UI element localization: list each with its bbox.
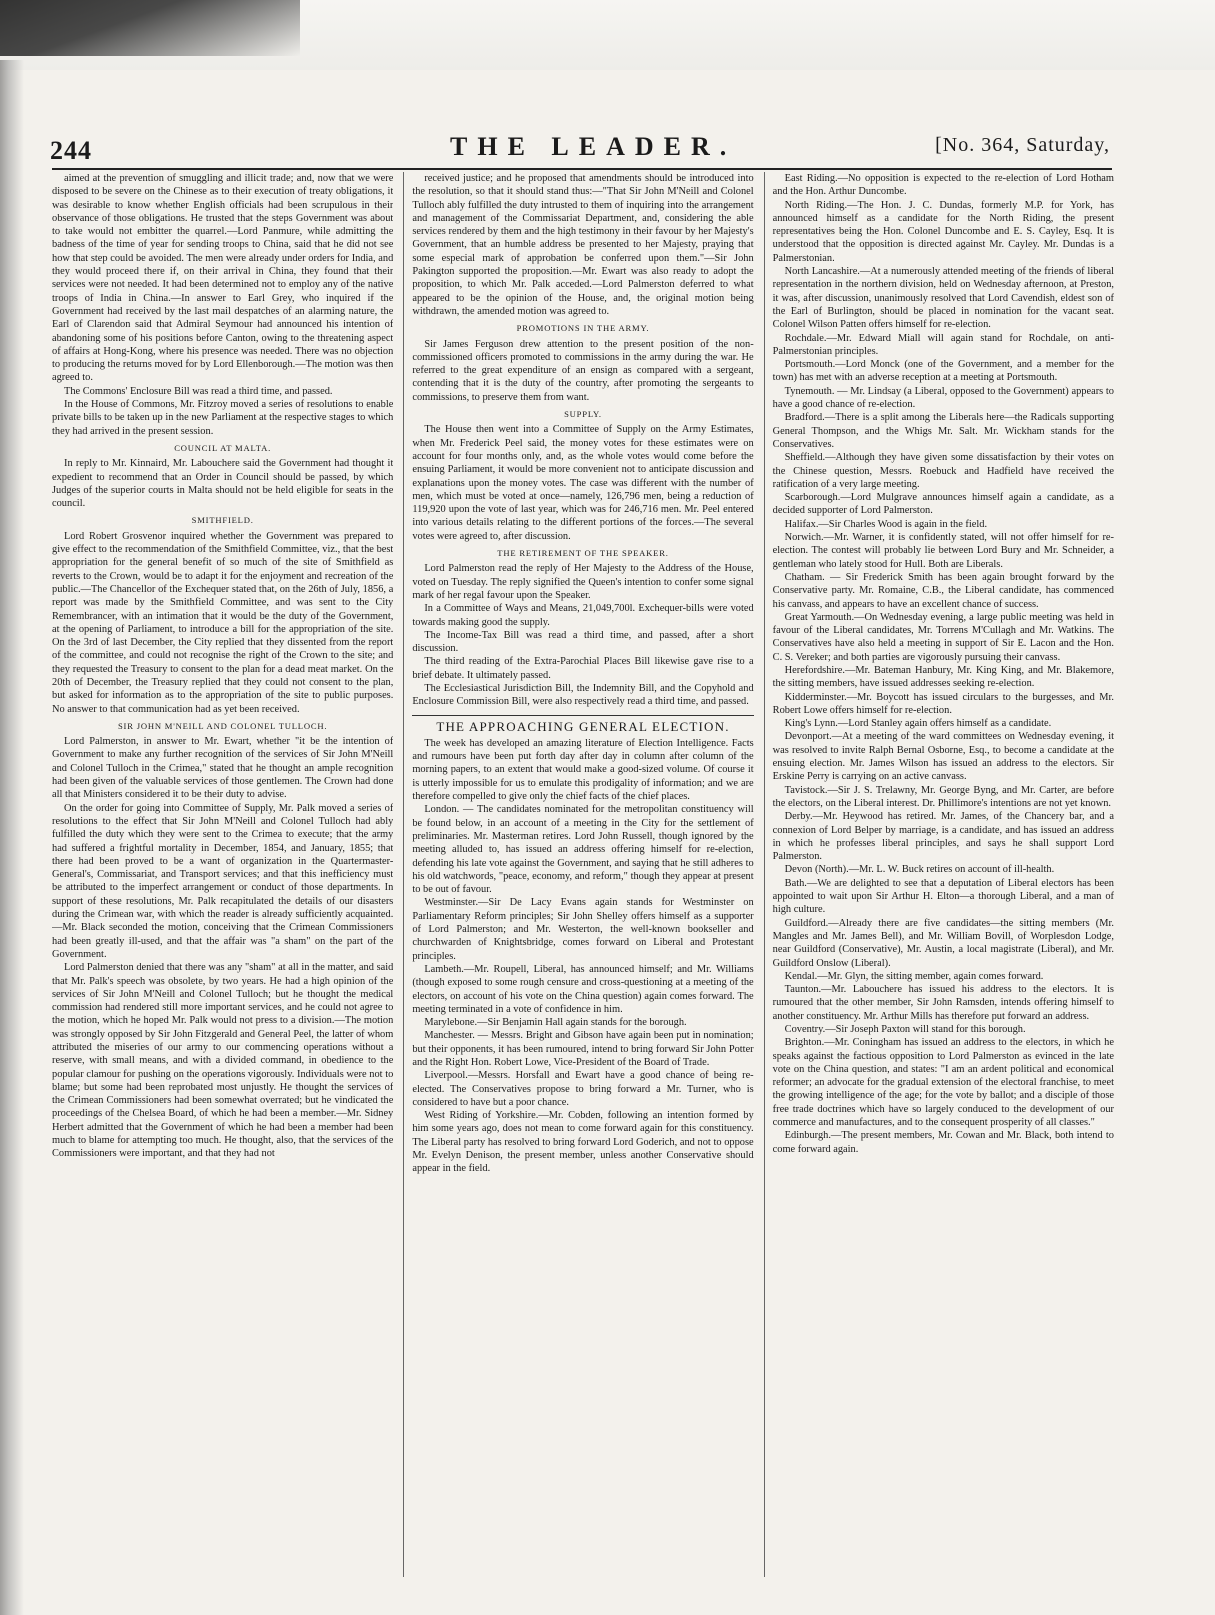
paragraph: The Ecclesiastical Jurisdiction Bill, the Indemnity Bill, and the Copyhold and Enclosure Commission Bill, were also respectively read a third time, and passed. xyxy=(412,682,754,708)
paragraph: Coventry.—Sir Joseph Paxton will stand for this borough. xyxy=(784,1024,1026,1035)
paragraph: Sheffield.—Although they have given some dissatisfaction by their votes on the Chinese question, Messrs. Roebuck and Hadfield have received the ratification of a very large meeting. xyxy=(772,452,1114,490)
article-headline: THE APPROACHING GENERAL ELECTION. xyxy=(412,715,753,733)
paragraph: Lambeth.—Mr. Roupell, Liberal, has announced himself; and Mr. Williams (though exposed to some rough censure and cross-questioning at a meeting of the electors, on account of his vote on the China question) again comes forward. The meeting terminated in a vote of confidence in him. xyxy=(412,963,754,1015)
paragraph: In a Committee of Ways and Means, 21,049,700l. Exchequer-bills were voted towards making good the supply. xyxy=(412,603,754,628)
paragraph: Kidderminster.—Mr. Boycott has issued circulars to the burgesses, and Mr. Robert Lowe offers himself for re-election. xyxy=(772,691,1114,716)
paragraph: Guildford.—Already there are five candidates—the sitting members (Mr. Mangles and Mr. James Bell), and Mr. William Bovill, of Worplesdon Lodge, near Guildford (Conservative), Mr. Austin, a local magistrate (Liberal), and Mr. Guildford Onslow (Liberal). xyxy=(772,917,1114,969)
paragraph: King's Lynn.—Lord Stanley again offers himself as a candidate. xyxy=(784,718,1052,730)
masthead-rule xyxy=(52,168,1112,170)
paragraph: Halifax.—Sir Charles Wood is again in the field. xyxy=(784,518,988,530)
paragraph: Norwich.—Mr. Warner, it is confidently stated, will not offer himself for re-election. The contest will probably lie between Lord Bury and Mr. Schneider, a gentleman who lately stood for Hull. Both are Liberals. xyxy=(772,532,1114,570)
paragraph: Scarborough.—Lord Mulgrave announces himself again a candidate, as a decided supporter of Lord Palmerston. xyxy=(772,492,1114,517)
paragraph: Westminster.—Sir De Lacy Evans again stands for Westminster on Parliamentary Reform principles; Sir John Shelley offers himself as a supporter of Lord Palmerston; and Mr. Westerton, the well-known bookseller and churchwarden of Knightsbridge, comes forward on Liberal and Protestant principles. xyxy=(412,897,754,962)
paragraph: Marylebone.—Sir Benjamin Hall again stands for the borough. xyxy=(424,1017,687,1029)
paragraph: received justice; and he proposed that amendments should be introduced into the resolution, so that it should stand thus:—"That Sir John M'Neill and Colonel Tulloch ably fulfilled the duty intrusted to them of inquiring into the arrangement and management of the Commissariat Department, and, considering the able services rendered by them and the high testimony in their favour by her Majesty's Government, that an humble address be presented to her Majesty, praying that some especial mark of approbation be conferred upon them."—Sir John Pakington supported the proposition.—Mr. Ewart was also ready to adopt the proposition, to which Mr. Palk acceded.—Lord Palmerston deferred to what appeared to be the opinion of the House, and, the original motion being withdrawn, the amended motion was agreed to. xyxy=(412,173,754,317)
column-1 xyxy=(52,172,393,1577)
section-heading: SUPPLY. xyxy=(564,409,602,420)
paragraph: Bradford.—There is a split among the Liberals here—the Radicals supporting General Thompson, and the Whigs Mr. Salt. Mr. Wickham stands for the Conservatives. xyxy=(772,412,1114,450)
scan-shadow xyxy=(0,60,24,1615)
paragraph: The third reading of the Extra-Parochial Places Bill likewise gave rise to a brief debate. It ultimately passed. xyxy=(412,656,754,681)
paragraph: Great Yarmouth.—On Wednesday evening, a large public meeting was held in favour of the Liberal candidates, Mr. Torrens M'Cullagh and Mr. Watkins. The Conservatives have also held a meeting in support of Sir E. Lacon and the Hon. C. S. Vereker; and both parties are vigorously pursuing their canvass. xyxy=(772,611,1114,663)
paragraph: Manchester. — Messrs. Bright and Gibson have again been put in nomination; but their opponents, it has been rumoured, intend to bring forward Sir John Potter and the Right Hon. Robert Lowe, Vice-President of the Board of Trade. xyxy=(412,1030,754,1068)
paragraph: In the House of Commons, Mr. Fitzroy moved a series of resolutions to enable private bills to be taken up in the new Parliament at the respective stages to which they had arrived in the present session. xyxy=(52,399,394,437)
issue-info: [No. 364, Saturday, xyxy=(935,134,1110,156)
paragraph: Liverpool.—Messrs. Horsfall and Ewart have a good chance of being re-elected. The Conservatives propose to bring forward a Mr. Turner, who is considered to have but a poor chance. xyxy=(412,1070,754,1108)
paragraph: Lord Palmerston, in answer to Mr. Ewart, whether "it be the intention of Government to make any further recognition of the services of Sir John M'Neill and Colonel Tulloch in the Crimea," stated that he thought an ample recognition had been given of the valuable services of those gentlemen. The Crown had done all that Ministers considered it to be their duty to advise. xyxy=(52,736,394,801)
paragraph: North Riding.—The Hon. J. C. Dundas, formerly M.P. for York, has announced himself as a candidate for the North Riding, the present representatives being the Hon. Colonel Duncombe and E. S. Cayley, Esq. It is understood that the opposition is directed against Mr. Cayley. Mr. Dundas is a Palmerstonian. xyxy=(772,199,1114,264)
paragraph: Sir James Ferguson drew attention to the present position of the non-commissioned officers promoted to commissions in the army during the war. He referred to the great expenditure of an ensign as compared with a sergeant, contending that it is the duty of the country, after promoting the sergeants to commissions, to preserve them from want. xyxy=(412,338,754,403)
paragraph: In reply to Mr. Kinnaird, Mr. Labouchere said the Government had thought it expedient to recommend that an Order in Council should be passed, by which Judges of the superior courts in Malta should not be held eligible for seats in the council. xyxy=(52,458,394,510)
paragraph: East Riding.—No opposition is expected to the re-election of Lord Hotham and the Hon. Arthur Duncombe. xyxy=(772,173,1114,198)
newspaper-title: THE LEADER. xyxy=(450,132,737,161)
paragraph: Brighton.—Mr. Coningham has issued an address to the electors, in which he speaks against the factious opposition to Lord Palmerston as evinced in the late vote on the China question, and states: "I am an ardent political and economical reformer; an advocate for the gradual extension of the electoral franchise, to meet the growing intelligence of the age; for the vote by ballot; and a disciple of those free trade doctrines which have so largely conduced to the development of our commerce and manufactures, and to the consequent prosperity of all classes." xyxy=(772,1037,1114,1129)
paragraph: The week has developed an amazing literature of Election Intelligence. Facts and rumours have been put forth day after day in column after column of the morning papers, to an extent that would make a good-sized volume. Of course it is utterly impossible for us to emulate this prodigality of information; and we are therefore compelled to give only the chief facts of the chief places. xyxy=(412,737,754,803)
paragraph: Tynemouth. — Mr. Lindsay (a Liberal, opposed to the Government) appears to have a good chance of re-election. xyxy=(772,385,1114,411)
paragraph: The Commons' Enclosure Bill was read a third time, and passed. xyxy=(64,385,333,397)
paragraph: Bath.—We are delighted to see that a deputation of Liberal electors has been appointed to wait upon Sir Arthur H. Elton—a thorough Liberal, and a man of high culture. xyxy=(772,877,1114,916)
paragraph: Lord Palmerston read the reply of Her Majesty to the Address of the House, voted on Tuesday. The reply signified the Queen's intention to confer some signal mark of her regal favour upon the Speaker. xyxy=(412,563,754,601)
paragraph: The Income-Tax Bill was read a third time, and passed, after a short discussion. xyxy=(412,629,754,655)
paragraph: Derby.—Mr. Heywood has retired. Mr. James, of the Chancery bar, and a connexion of Lord Belper by marriage, is a candidate, and has issued an address in which he professes liberal principles, and says he shall support Lord Palmerston. xyxy=(772,811,1114,863)
paragraph: Lord Palmerston denied that there was any "sham" at all in the matter, and said that Mr. Palk's speech was obsolete, by two years. He had a high opinion of the services of Sir John M'Neill and Colonel Tulloch; but he thought the medical commission had rendered still more important services, and he could not agree to the motion, which he hoped Mr. Palk would not press to a division.—The motion was strongly opposed by Sir John Fitzgerald and General Peel, the latter of whom attributed the miseries of our army to our commencing operations without a reserve, with small means, and with a divided command, in obedience to the popular clamour for pushing on the operations vigorously. Individuals were not to blame; but some had been reprobated most unjustly. He thought the services of the Crimean Commissioners had been somewhat overrated; but he vindicated the proceedings of the Chelsea Board, of which he had been a member.—Mr. Sidney Herbert admitted that the Government of which he had been a member had been much to blame for attempting too much. He thought, also, that the services of the Commissioners were important, and that they had not xyxy=(52,962,394,1160)
paragraph: Devonport.—At a meeting of the ward committees on Wednesday evening, it was resolved to invite Ralph Bernal Osborne, Esq., to become a candidate at the ensuing election. Mr. James Wilson has issued an address to the electors. Sir Erskine Perry is carrying on an active canvass. xyxy=(772,731,1114,783)
paragraph: Portsmouth.—Lord Monck (one of the Government, and a member for the town) has met with an adverse reception at a meeting at Portsmouth. xyxy=(772,359,1114,384)
paragraph: Devon (North).—Mr. L. W. Buck retires on account of ill-health. xyxy=(784,864,1055,876)
paragraph: Chatham. — Sir Frederick Smith has been again brought forward by the Conservative party. Mr. Romaine, C.B., the Liberal candidate, has commenced his canvass, and appears to have an excellent chance of success. xyxy=(772,571,1114,610)
section-heading: COUNCIL AT MALTA. xyxy=(174,442,272,453)
paragraph: On the order for going into Committee of Supply, Mr. Palk moved a series of resolutions to the effect that Sir John M'Neill and Colonel Tulloch had ably fulfilled the duty which they were sent to the Crimea to execute; that the army had suffered a frightful mortality in December, 1854, and January, 1855; that there had been proved to be a want of organization in the Quartermaster-General's, Commissariat, and Transport services; and that this inefficiency must be attributed to the imperfect arrangement or conduct of those departments. In support of these resolutions, Mr. Palk recapitulated the details of our disasters during the Crimean war, with which the reader is already sufficiently acquainted.—Mr. Black seconded the motion, conceiving that the Crimean Commissioners had been greatly ill-used, and that the affair was "a sham" on the part of the Government. xyxy=(52,802,394,960)
column-2 xyxy=(403,172,753,1577)
scan-edge xyxy=(0,0,1215,70)
column-3 xyxy=(764,172,1114,1577)
paragraph: Edinburgh.—The present members, Mr. Cowan and Mr. Black, both intend to come forward again. xyxy=(772,1130,1114,1155)
paragraph: Herefordshire.—Mr. Bateman Hanbury, Mr. King King, and Mr. Blakemore, the sitting members, have issued addresses seeking re-election. xyxy=(772,664,1114,690)
paragraph: aimed at the prevention of smuggling and illicit trade; and, now that we were disposed to be severe on the Chinese as to their execution of treaty obligations, it was desirable to know whether English officials had been scrupulous in their observance of those obligations. He trusted that the steps Government was about to take would not embitter the quarrel.—Lord Panmure, while admitting the badness of the time of year for sending troops to China, said that he did not see how that step could be avoided. The men were already under orders for India, and they would proceed there if, on their arrival in China, they found that their services were not needed. It had been determined not to employ any of the native troops of India in China.—In answer to Earl Grey, who inquired if the Government had received by the last mail despatches of an alarming nature, the Earl of Clarendon said that Admiral Seymour had announced his intention of abandoning some of his positions before Canton, owing to the threatening aspect of affairs at Hong-Kong, where his presence was needed. There was no objection to producing the returns moved for by Lord Ellenborough.—The motion was then agreed to. xyxy=(52,173,394,384)
paragraph: Taunton.—Mr. Labouchere has issued his address to the electors. It is rumoured that the other member, Sir John Ramsden, intends offering himself to another constituency. Mr. Arthur Mills has therefore put forward an address. xyxy=(772,984,1114,1022)
paragraph: Rochdale.—Mr. Edward Miall will again stand for Rochdale, on anti-Palmerstonian principles. xyxy=(772,332,1114,357)
section-heading: PROMOTIONS IN THE ARMY. xyxy=(516,323,650,334)
paragraph: London. — The candidates nominated for the metropolitan constituency will be found below, in an account of a meeting in the City for the settlement of preliminaries. Mr. Masterman retires. Lord John Russell, though ignored by the meeting alluded to, has issued an address offering himself for re-election, defending his late vote against the Government, and saying that he still adheres to his old watchwords, "peace, economy, and reform," though they appear at present to be out of favour. xyxy=(412,804,754,896)
paragraph: North Lancashire.—At a numerously attended meeting of the friends of liberal representation in the northern division, held on Wednesday afternoon, at Preston, it was, after discussion, unanimously resolved that Lord Cavendish, eldest son of the Earl of Burlington, should be placed in nomination for the vacant seat. Colonel Wilson Patten offers himself for re-election. xyxy=(772,266,1114,331)
paragraph: West Riding of Yorkshire.—Mr. Cobden, following an intention formed by him some years ago, does not mean to come forward again for this constituency. The Liberal party has resolved to bring forward Lord Goderich, and not to oppose Mr. Evelyn Denison, the present member, unless another Conservative should appear in the field. xyxy=(412,1110,754,1175)
article-columns xyxy=(52,172,1114,1577)
section-heading: THE RETIREMENT OF THE SPEAKER. xyxy=(497,548,669,559)
page-number: 244 xyxy=(50,136,92,165)
paragraph: Lord Robert Grosvenor inquired whether the Government was prepared to give effect to the recommendation of the Smithfield Committee, viz., that the best appropriation for the general benefit of so much of the site of Smithfield as reverts to the Crown, would be to adapt it for the enjoyment and recreation of the public.—The Chancellor of the Exchequer stated that, on the 26th of July, 1856, a report was made by the Smithfield Committee, and was sent to the City Remembrancer, with an intimation that it would be the duty of the Government, at the opening of Parliament, to introduce a bill for the appropriation of the site. On the 3rd of last December, the City replied that they dissented from the report of the committee, and could not recognise the right of the Crown to the site; and they requested the Treasury to consent to the plan for a dead meat market. On the 20th of December, the Treasury replied that they could not consent to the plan, but asked for information as to the appropriation of the site to public purposes. No answer to that communication had as yet been received. xyxy=(52,530,394,715)
section-heading: SMITHFIELD. xyxy=(191,515,254,526)
paragraph: Kendal.—Mr. Glyn, the sitting member, again comes forward. xyxy=(784,970,1044,982)
paragraph: Tavistock.—Sir J. S. Trelawny, Mr. George Byng, and Mr. Carter, are before the electors, on the Liberal interest. Dr. Phillimore's intentions are not yet known. xyxy=(772,784,1114,809)
paragraph: The House then went into a Committee of Supply on the Army Estimates, when Mr. Frederick Peel said, the money votes for these estimates were on account for four months only, and, as the whole votes would come before the ensuing Parliament, it would be more convenient not to anticipate discussion and explanations upon the money votes. The case was different with the number of men, which must be voted at once—namely, 126,796 men, being a reduction of 119,920 upon the vote of last year, which was for 246,716 men. Mr. Peel entered into various details relating to the different portions of the forces.—The several votes were agreed to, after discussion. xyxy=(412,424,754,542)
masthead xyxy=(50,132,1110,166)
section-heading: SIR JOHN M'NEILL AND COLONEL TULLOCH. xyxy=(117,720,328,731)
